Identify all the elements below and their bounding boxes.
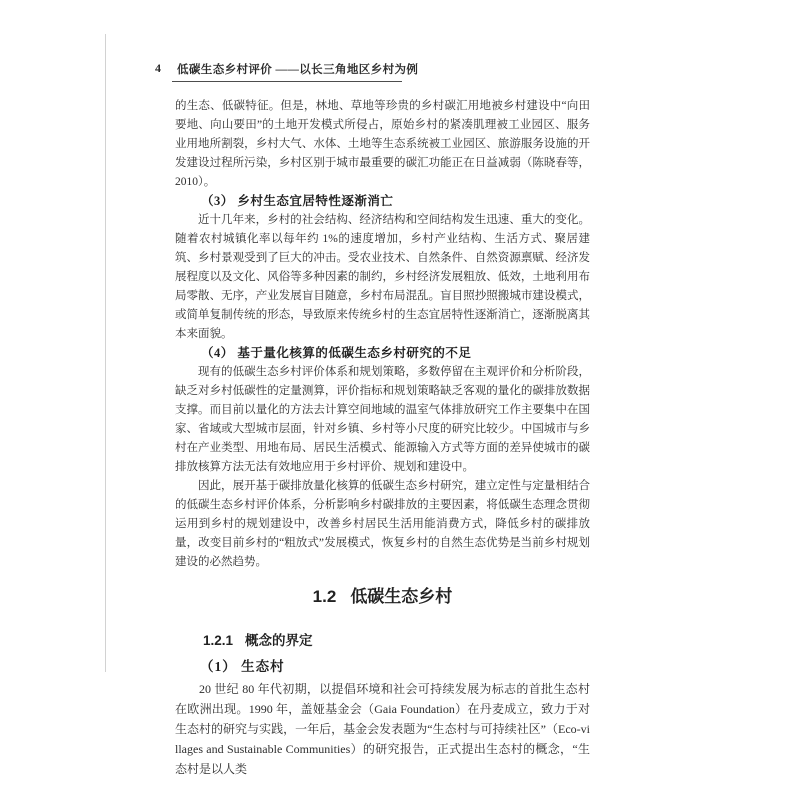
header-rule — [172, 81, 402, 82]
paragraph-rural-livability: 近十几年来，乡村的社会结构、经济结构和空间结构发生迅速、重大的变化。随着农村城镇化率以每年约 1%的速度增加，乡村产业结构、生活方式、聚居建筑、乡村景观受到了巨大的冲击。受农业技术、自然条件、自然资源禀赋、经济发展程度以及文化、风俗等多种因素的制约，乡村经济发展粗放、低效，土地利用布局零散、无序，产业发展盲目随意，乡村布局混乱。盲目照抄照搬城市建设模式，或简单复制传统的形态，导致原来传统乡村的生态宜居特性逐渐消亡，逐渐脱离其本来面貌。 — [175, 214, 590, 340]
paragraph-research-gap: 现有的低碳生态乡村评价体系和规划策略，多数停留在主观评价和分析阶段，缺乏对乡村低碳性的定量测算，评价指标和规划策略缺乏客观的量化的碳排放数据支撑。而目前以量化的方法去计算空间地域的温室气体排放研究工作主要集中在国家、省域或大型城市层面，针对乡镇、乡村等小尺度的研究比较少。中国城市与乡村在产业类型、用地布局、居民生活模式、能源输入方式等方面的差异使城市的碳排放核算方法无法有效地应用于乡村评价、规划和建设中。 — [175, 366, 590, 473]
paragraph-conclusion: 因此，展开基于碳排放量化核算的低碳生态乡村研究，建立定性与定量相结合的低碳生态乡村评价体系，分析影响乡村碳排放的主要因素，将低碳生态理念贯彻运用到乡村的规划建设中，改善乡村居民生活用能消费方式，降低乡村的碳排放量，改变目前乡村的“粗放式”发展模式，恢复乡村的自然生态优势是当前乡村规划建设的必然趋势。 — [175, 480, 590, 568]
scan-edge-line — [105, 34, 106, 672]
page-number: 4 — [155, 61, 161, 75]
subheading-4: （4） 基于量化核算的低碳生态乡村研究的不足 — [201, 346, 472, 360]
item-heading-ecovillage: （1） 生态村 — [200, 659, 285, 674]
section-title: 低碳生态乡村 — [350, 587, 453, 606]
subheading-3: （3） 乡村生态宜居特性逐渐消亡 — [201, 194, 394, 208]
section-number: 1.2 — [312, 587, 337, 606]
paragraph-continuation: 的生态、低碳特征。但是，林地、草地等珍贵的乡村碳汇用地被乡村建设中“向田要地、向山要田”的土地开发模式所侵占，原始乡村的紧凑肌理被工业园区、服务业用地所割裂，乡村大气、水体、土地等生态系统被工业园区、旅游服务设施的开发建设过程所污染，乡村区别于城市最重要的碳汇功能正在日益减弱（陈晓春等，2010）。 — [175, 100, 590, 188]
section-heading — [175, 586, 590, 608]
subsection-heading — [203, 634, 590, 648]
subsection-number: 1.2.1 — [203, 633, 234, 648]
text-block — [175, 97, 590, 779]
paragraph-ecovillage-history: 20 世纪 80 年代初期，以提倡环境和社会可持续发展为标志的首批生态村在欧洲出现。1990 年，盖娅基金会（Gaia Foundation）在丹麦成立，致力于对生态村的研究与实践，一年后，基金会发表题为“生态村与可持续社区”（Eco-villages and Sustainable Communities）的研究报告，正式提出生态村的概念，“生态村是以人类 — [175, 682, 590, 776]
running-title: 低碳生态乡村评价 ——以长三角地区乡村为例 — [177, 64, 419, 76]
subsection-title: 概念的界定 — [245, 633, 313, 648]
